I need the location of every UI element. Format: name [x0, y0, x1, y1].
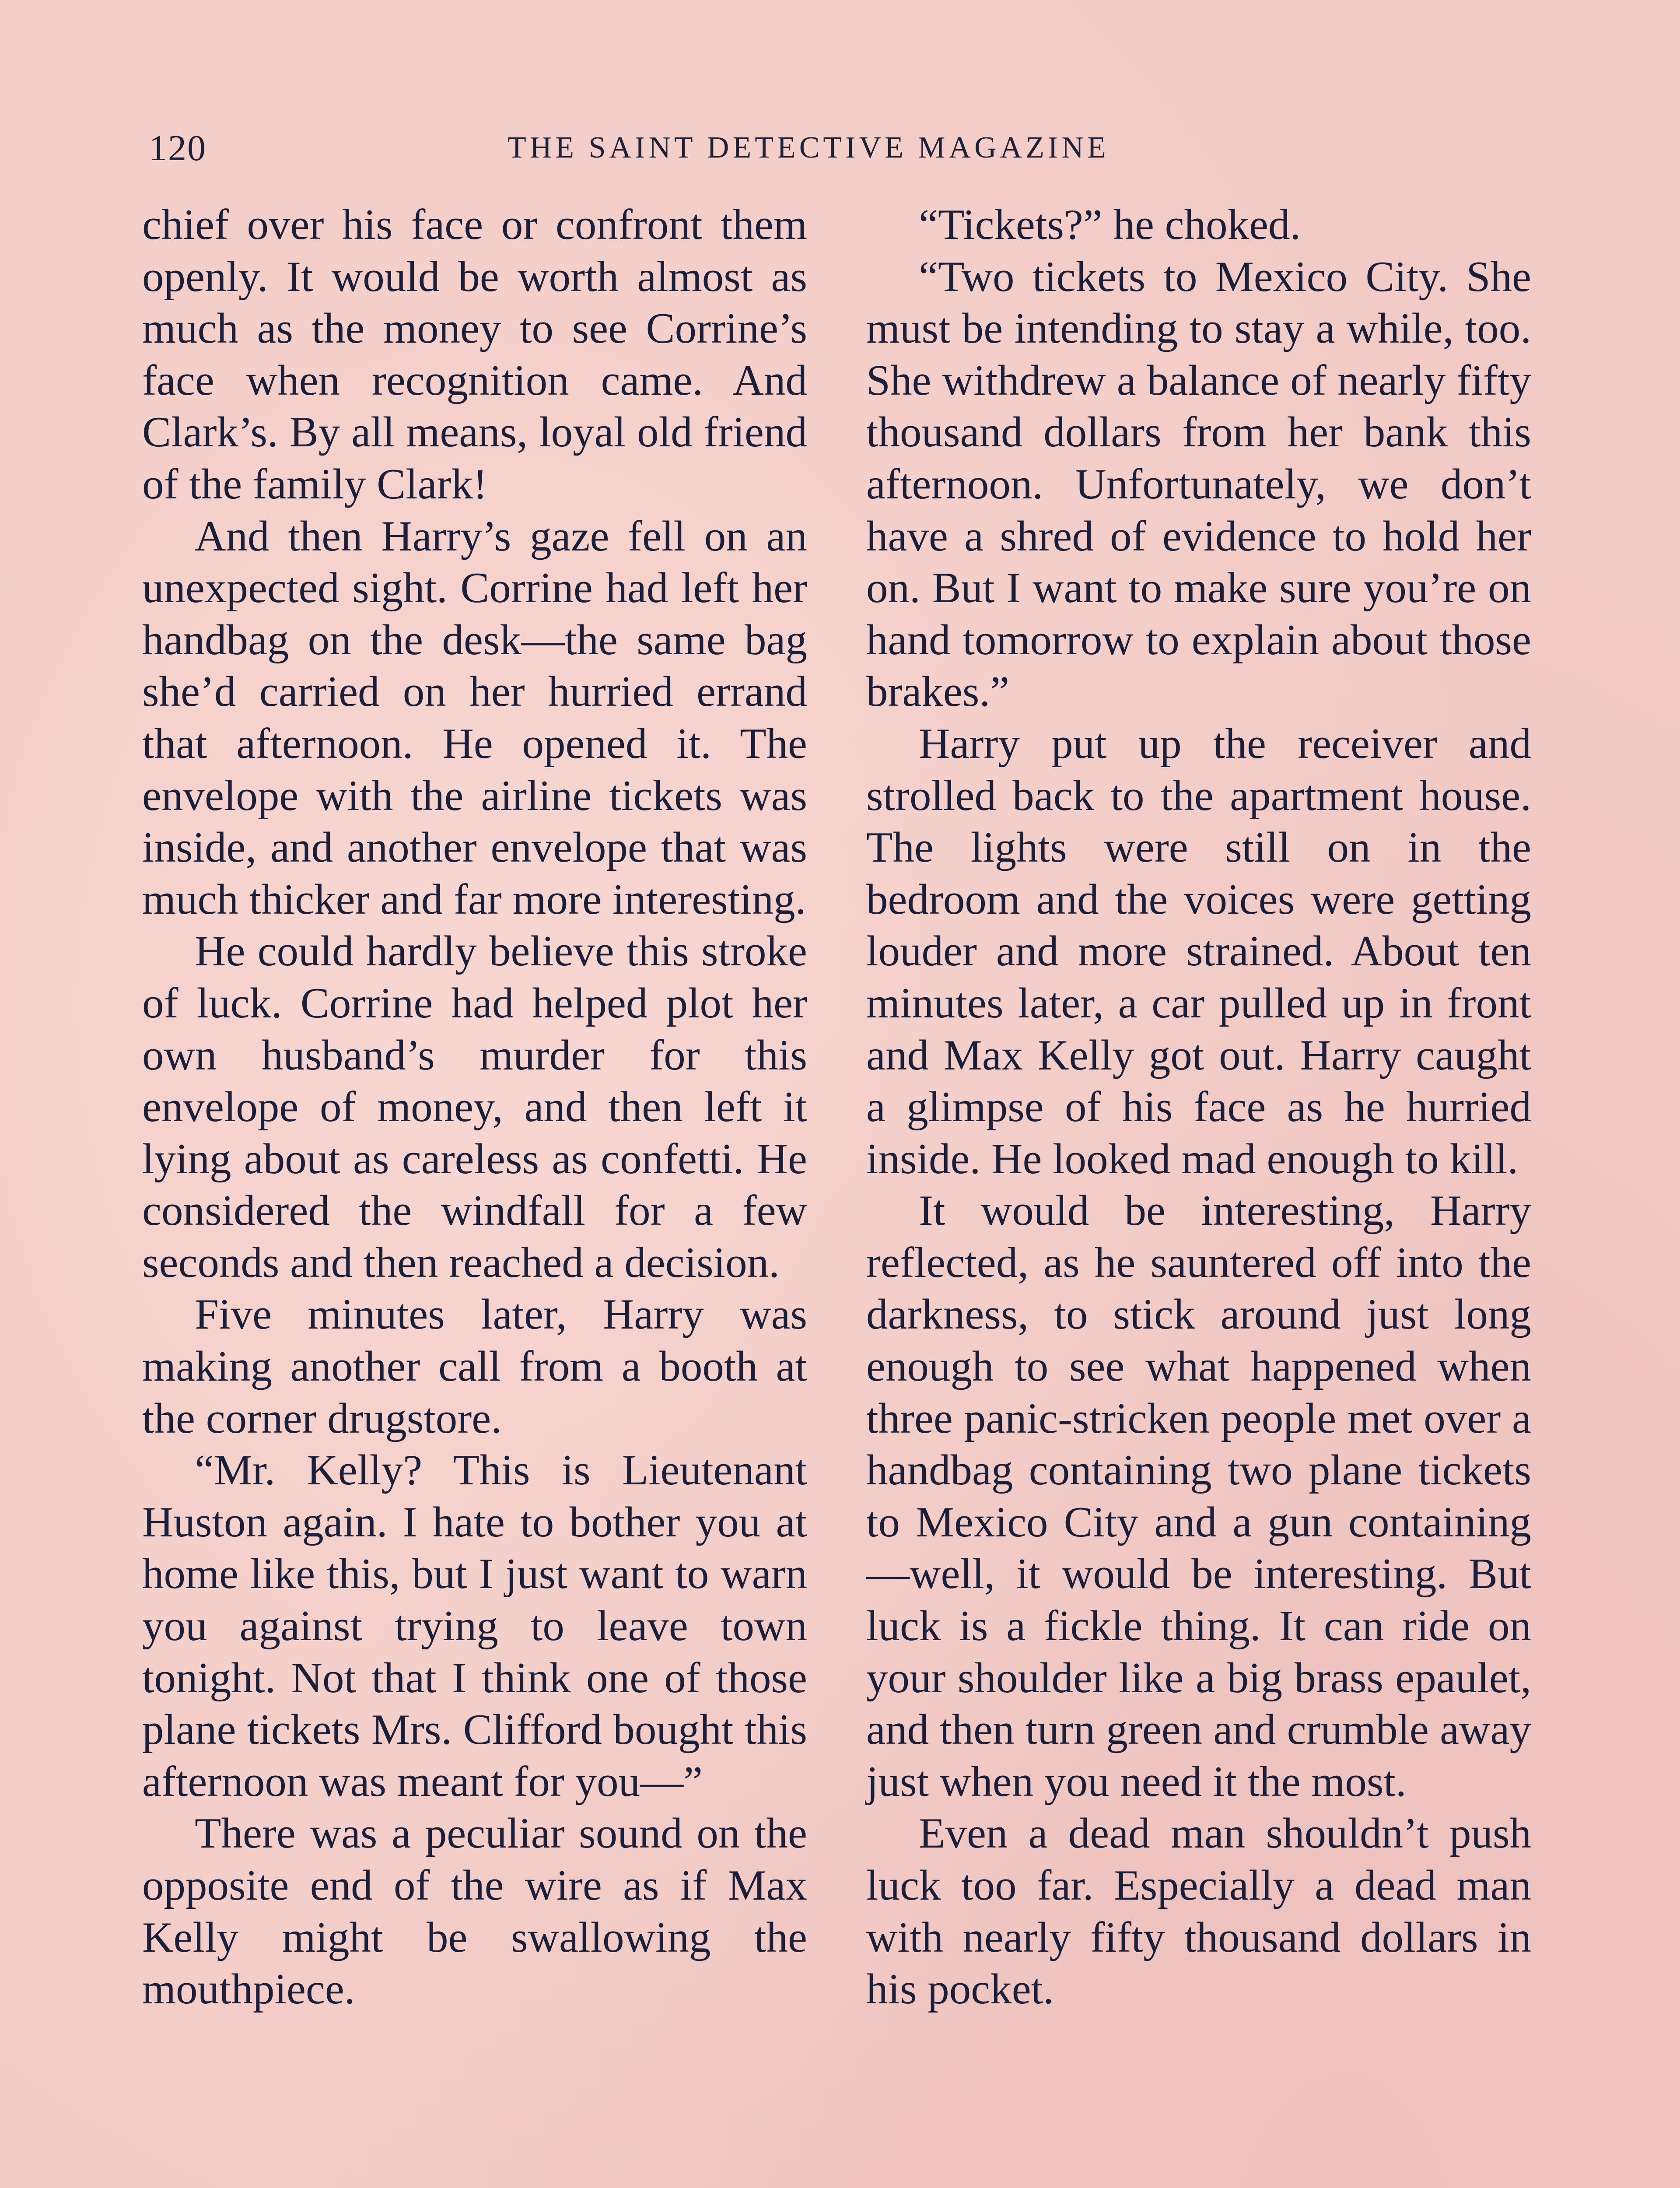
page-number: 120: [149, 128, 206, 168]
right-paragraph-3: Harry put up the receiver and strolled back to the apartment house. The lights were still on in the bedroom and the voices were getting louder and more strained. About ten minutes later, a car pulled up in front and Max Kelly got out. Harry caught a glimpse of his face as he hurried inside. He looked mad enough to kill.: [866, 719, 1531, 1183]
left-column: [142, 199, 807, 2016]
right-column: [866, 199, 1531, 2016]
right-paragraph-4: It would be interesting, Harry reflected, as he sauntered off into the darkness, to stick around just long enough to see what happened when three panic-stricken people met over a handbag containing two plane tickets to Mexico City and a gun containing —well, it would be interesting. But luck is a fickle thing. It can ride on your shoulder like a big brass epaulet, and then turn green and crumble away just when you need it the most.: [866, 1187, 1531, 1806]
left-paragraph-5: “Mr. Kelly? This is Lieutenant Huston again. I hate to bother you at home like this, but I just want to warn you against trying to leave town tonight. Not that I think one of those plane tickets Mrs. Clifford bought this afternoon was meant for you—”: [142, 1446, 807, 1806]
left-paragraph-1: chief over his face or confront them openly. It would be worth almost as much as the money to see Corrine’s face when recognition came. And Clark’s. By all means, loyal old friend of the family Clark!: [142, 201, 807, 508]
running-head: THE SAINT DETECTIVE MAGAZINE: [508, 131, 1110, 165]
right-paragraph-2: “Two tickets to Mexico City. She must be intending to stay a while, too. She withdrew a balance of nearly fifty thousand dollars from her bank this afternoon. Unfortunately, we don’t have a shred of evidence to hold her on. But I want to make sure you’re on hand tomorrow to explain about those brakes.”: [866, 252, 1531, 716]
left-paragraph-2: And then Harry’s gaze fell on an unexpected sight. Corrine had left her handbag on the desk—the same bag she’d carried on her hurried errand that afternoon. He opened it. The envelope with the airline tickets was inside, and another envelope that was much thicker and far more interesting.: [142, 512, 807, 923]
left-paragraph-6: There was a peculiar sound on the opposite end of the wire as if Max Kelly might be swallowing the mouthpiece.: [142, 1809, 807, 2013]
right-paragraph-5: Even a dead man shouldn’t push luck too far. Especially a dead man with nearly fifty thousand dollars in his pocket.: [866, 1809, 1531, 2013]
right-paragraph-1: “Tickets?” he choked.: [919, 201, 1301, 249]
left-paragraph-4: Five minutes later, Harry was making another call from a booth at the corner drugstore.: [142, 1290, 807, 1442]
left-paragraph-3: He could hardly believe this stroke of luck. Corrine had helped plot her own husband’s murder for this envelope of money, and then left it lying about as careless as confetti. He considered the windfall for a few seconds and then reached a decision.: [142, 927, 807, 1287]
